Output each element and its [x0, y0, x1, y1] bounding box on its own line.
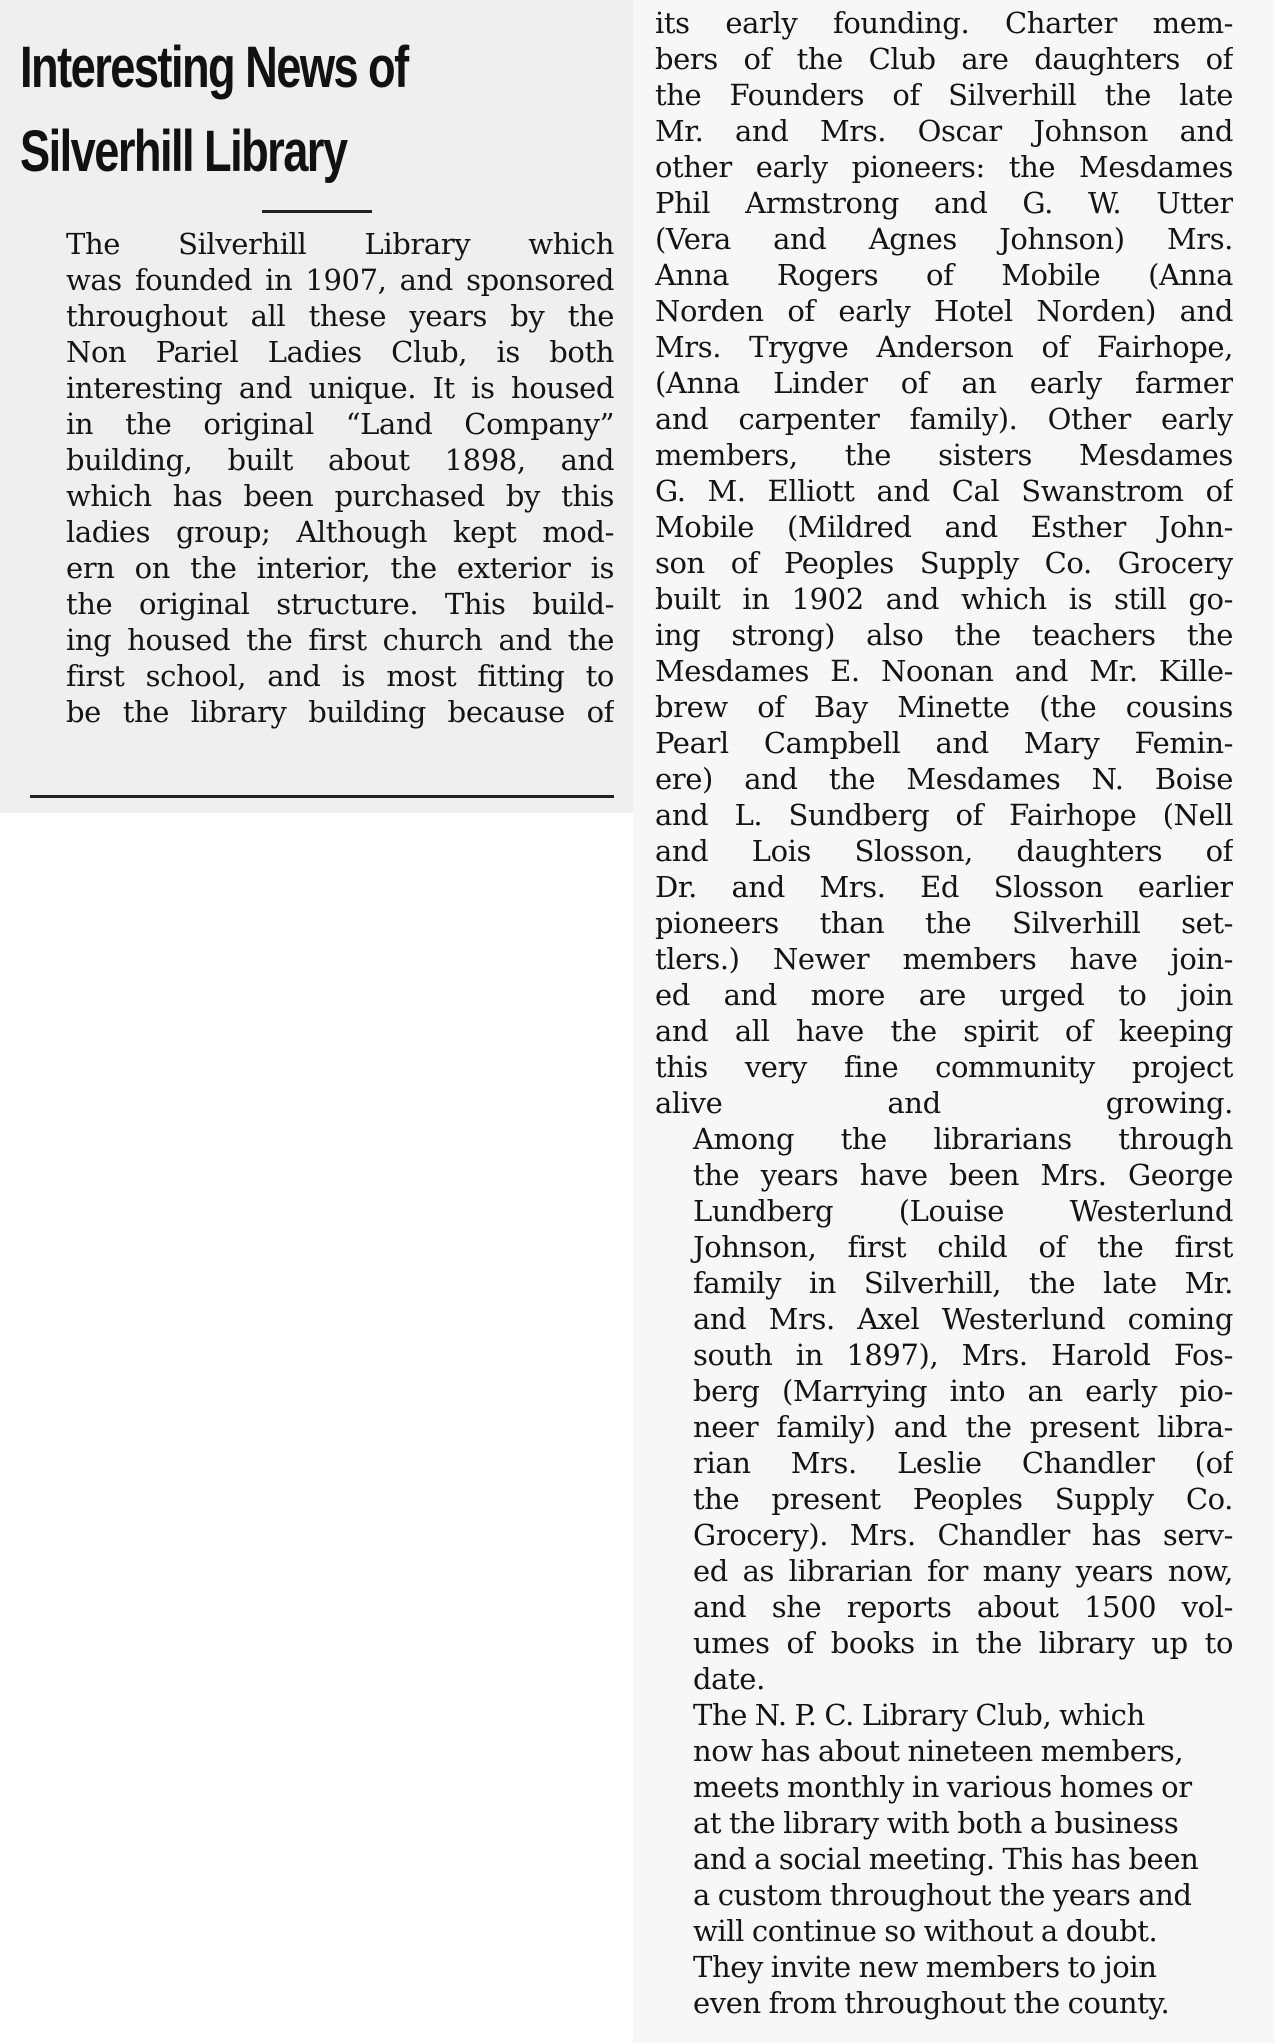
text-line: and carpenter family). Other early [655, 402, 1233, 436]
text-line: ing strong) also the teachers the [655, 618, 1233, 652]
paragraph-founding [28, 226, 614, 730]
paragraph-charter-members [655, 5, 1233, 1121]
text-line: members, the sisters Mesdames [655, 438, 1233, 472]
text-line: even from throughout the county. [693, 1986, 1170, 2020]
text-line: Lundberg (Louise Westerlund [693, 1194, 1233, 1228]
text-line: the years have been Mrs. George [693, 1158, 1233, 1192]
text-line: the original structure. This build- [66, 587, 614, 621]
text-line: ing housed the first church and the [66, 623, 614, 657]
text-line: pioneers than the Silverhill set- [655, 906, 1233, 940]
text-line: built in 1902 and which is still go- [655, 582, 1233, 616]
text-line: and all have the spirit of keeping [655, 1014, 1233, 1048]
text-line: ed and more are urged to join [655, 978, 1233, 1012]
text-line: rian Mrs. Leslie Chandler (of [693, 1446, 1233, 1480]
text-line: Norden of early Hotel Norden) and [655, 294, 1233, 328]
text-line: alive and growing. [655, 1086, 1233, 1120]
text-line: Dr. and Mrs. Ed Slosson earlier [655, 870, 1233, 904]
text-line: Mesdames E. Noonan and Mr. Kille- [655, 654, 1233, 688]
text-line: its early founding. Charter mem- [655, 6, 1233, 40]
paragraph-librarians [655, 1121, 1233, 1697]
text-line: ere) and the Mesdames N. Boise [655, 762, 1233, 796]
text-line: now has about nineteen members, [693, 1734, 1184, 1768]
text-line: date. [693, 1662, 765, 1696]
text-line: will continue so without a doubt. [693, 1914, 1158, 1948]
text-line: Among the librarians through [693, 1122, 1233, 1156]
text-line: Phil Armstrong and G. W. Utter [655, 186, 1233, 220]
headline-line: Silverhill Library [20, 119, 347, 184]
article-headline [20, 26, 488, 194]
text-line: bers of the Club are daughters of [655, 42, 1233, 76]
text-line: and Lois Slosson, daughters of [655, 834, 1233, 868]
text-line: be the library building because of [66, 695, 614, 729]
right-column [655, 5, 1233, 2021]
text-line: a custom throughout the years and [693, 1878, 1192, 1912]
text-line: umes of books in the library up to [693, 1626, 1233, 1660]
text-line: and L. Sundberg of Fairhope (Nell [655, 798, 1233, 832]
text-line: the Founders of Silverhill the late [655, 78, 1233, 112]
text-line: which has been purchased by this [66, 479, 614, 513]
text-line: south in 1897), Mrs. Harold Fos- [693, 1338, 1233, 1372]
paragraph-library-club [655, 1697, 1233, 2021]
text-line: this very fine community project [655, 1050, 1233, 1084]
text-line: ern on the interior, the exterior is [66, 551, 614, 585]
text-line: Mrs. Trygve Anderson of Fairhope, [655, 330, 1233, 364]
left-column [28, 226, 614, 730]
text-line: and a social meeting. This has been [693, 1842, 1199, 1876]
text-line: was founded in 1907, and sponsored [66, 263, 614, 297]
text-line: tlers.) Newer members have join- [655, 942, 1233, 976]
headline-divider [262, 210, 372, 213]
text-line: in the original “Land Company” [66, 407, 614, 441]
text-line: ladies group; Although kept mod- [66, 515, 614, 549]
text-line: G. M. Elliott and Cal Swanstrom of [655, 474, 1233, 508]
text-line: Non Pariel Ladies Club, is both [66, 335, 614, 369]
text-line: (Anna Linder of an early farmer [655, 366, 1233, 400]
text-line: throughout all these years by the [66, 299, 614, 333]
text-line: They invite new members to join [693, 1950, 1157, 1984]
text-line: other early pioneers: the Mesdames [655, 150, 1233, 184]
text-line: Pearl Campbell and Mary Femin- [655, 726, 1233, 760]
text-line: interesting and unique. It is housed [66, 371, 614, 405]
text-line: Mobile (Mildred and Esther John- [655, 510, 1233, 544]
text-line: berg (Marrying into an early pio- [693, 1374, 1233, 1408]
text-line: Mr. and Mrs. Oscar Johnson and [655, 114, 1233, 148]
text-line: (Vera and Agnes Johnson) Mrs. [655, 222, 1233, 256]
text-line: family in Silverhill, the late Mr. [693, 1266, 1233, 1300]
text-line: Anna Rogers of Mobile (Anna [655, 258, 1233, 292]
text-line: the present Peoples Supply Co. [693, 1482, 1233, 1516]
text-line: first school, and is most fitting to [66, 659, 614, 693]
text-line: son of Peoples Supply Co. Grocery [655, 546, 1233, 580]
text-line: Johnson, first child of the first [693, 1230, 1233, 1264]
text-line: meets monthly in various homes or [693, 1770, 1192, 1804]
column-end-rule [30, 795, 614, 798]
text-line: and she reports about 1500 vol- [693, 1590, 1233, 1624]
text-line: and Mrs. Axel Westerlund coming [693, 1302, 1233, 1336]
text-line: at the library with both a business [693, 1806, 1179, 1840]
text-line: building, built about 1898, and [66, 443, 614, 477]
text-line: neer family) and the present libra- [693, 1410, 1233, 1444]
text-line: The Silverhill Library which [66, 227, 614, 261]
text-line: ed as librarian for many years now, [693, 1554, 1233, 1588]
text-line: brew of Bay Minette (the cousins [655, 690, 1233, 724]
headline-line: Interesting News of [20, 35, 408, 100]
text-line: The N. P. C. Library Club, which [693, 1698, 1145, 1732]
text-line: Grocery). Mrs. Chandler has serv- [693, 1518, 1233, 1552]
